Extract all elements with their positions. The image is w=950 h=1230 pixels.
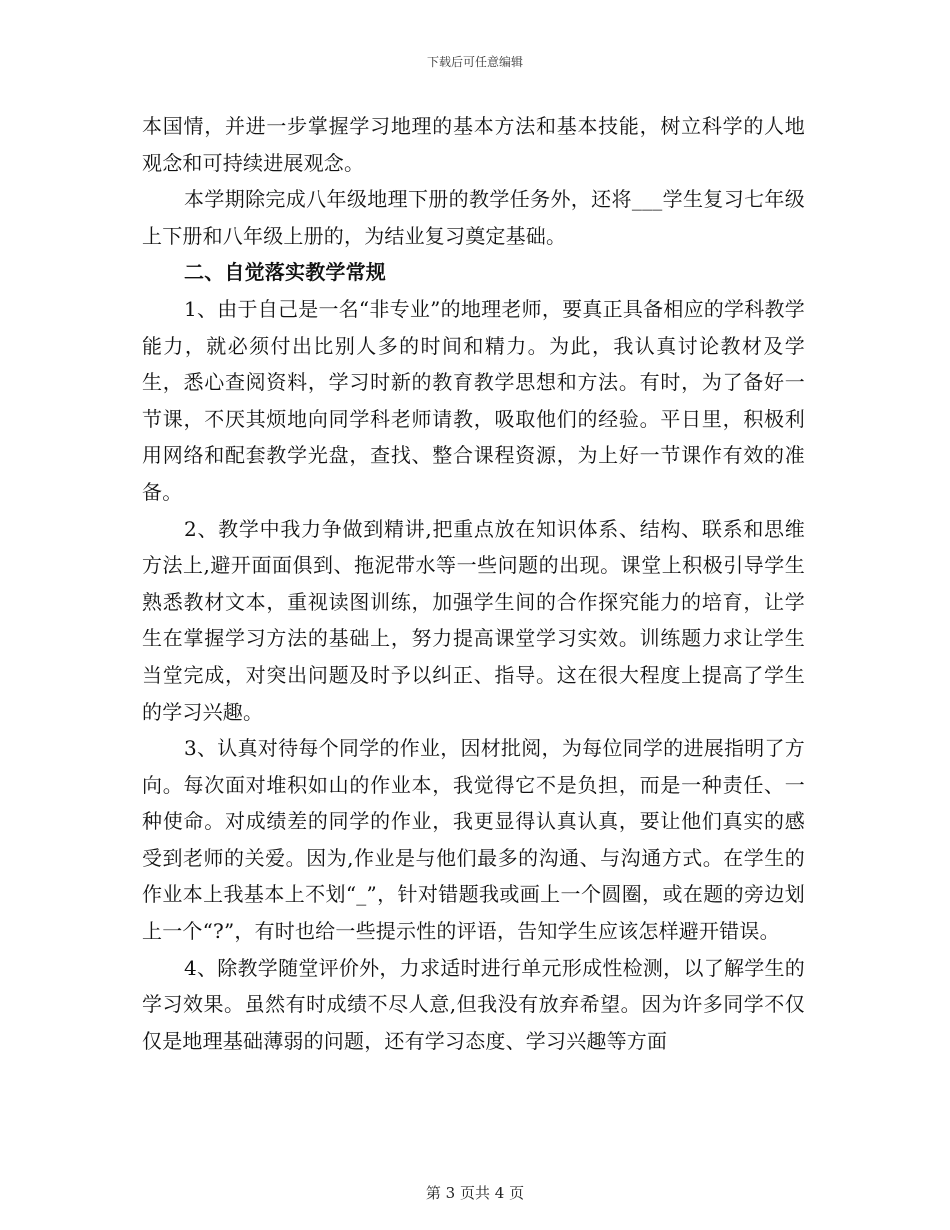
paragraph-item-2: 2、教学中我力争做到精讲,把重点放在知识体系、结构、联系和思维方法上,避开面面俱到、拖泥带水等一些问题的出现。课堂上积极引导学生熟悉教材文本，重视读图训练，加强学生间的合作探究能力的培育，让学生在掌握学习方法的基础上，努力提高课堂学习实效。训练题力求让学生当堂完成，对突出问题及时予以纠正、指导。这在很大程度上提高了学生的学习兴趣。 bbox=[142, 516, 805, 724]
page-header: 下载后可任意编辑 bbox=[426, 55, 523, 69]
page-footer: 第 3 页共 4 页 bbox=[425, 1184, 525, 1202]
section-heading: 二、自觉落实教学常规 bbox=[184, 260, 386, 285]
paragraph-item-4: 4、除教学随堂评价外，力求适时进行单元形成性检测，以了解学生的学习效果。虽然有时成绩不尽人意,但我没有放弃希望。因为许多同学不仅仅是地理基础薄弱的问题，还有学习态度、学习兴趣等方面 bbox=[142, 955, 805, 1053]
paragraph-1: 本国情，并进一步掌握学习地理的基本方法和基本技能，树立科学的人地观念和可持续进展观念。 bbox=[142, 114, 805, 175]
paragraph-item-1: 1、由于自己是一名“非专业”的地理老师，要真正具备相应的学科教学能力，就必须付出比别人多的时间和精力。为此，我认真讨论教材及学生，悉心查阅资料，学习时新的教育教学思想和方法。有时，为了备好一节课，不厌其烦地向同学科老师请教，吸取他们的经验。平日里，积极利用网络和配套教学光盘，查找、整合课程资源，为上好一节课作有效的准备。 bbox=[142, 296, 805, 504]
document-body bbox=[142, 108, 805, 1059]
paragraph-item-3: 3、认真对待每个同学的作业，因材批阅，为每位同学的进展指明了方向。每次面对堆积如山的作业本，我觉得它不是负担，而是一种责任、一种使命。对成绩差的同学的作业，我更显得认真认真，要让他们真实的感受到老师的关爱。因为,作业是与他们最多的沟通、与沟通方式。在学生的作业本上我基本上不划“_”，针对错题我或画上一个圆圈，或在题的旁边划上一个“?”，有时也给一些提示性的评语，告知学生应该怎样避开错误。 bbox=[142, 736, 805, 944]
paragraph-2: 本学期除完成八年级地理下册的教学任务外，还将___学生复习七年级上下册和八年级上册的，为结业复习奠定基础。 bbox=[142, 187, 805, 248]
